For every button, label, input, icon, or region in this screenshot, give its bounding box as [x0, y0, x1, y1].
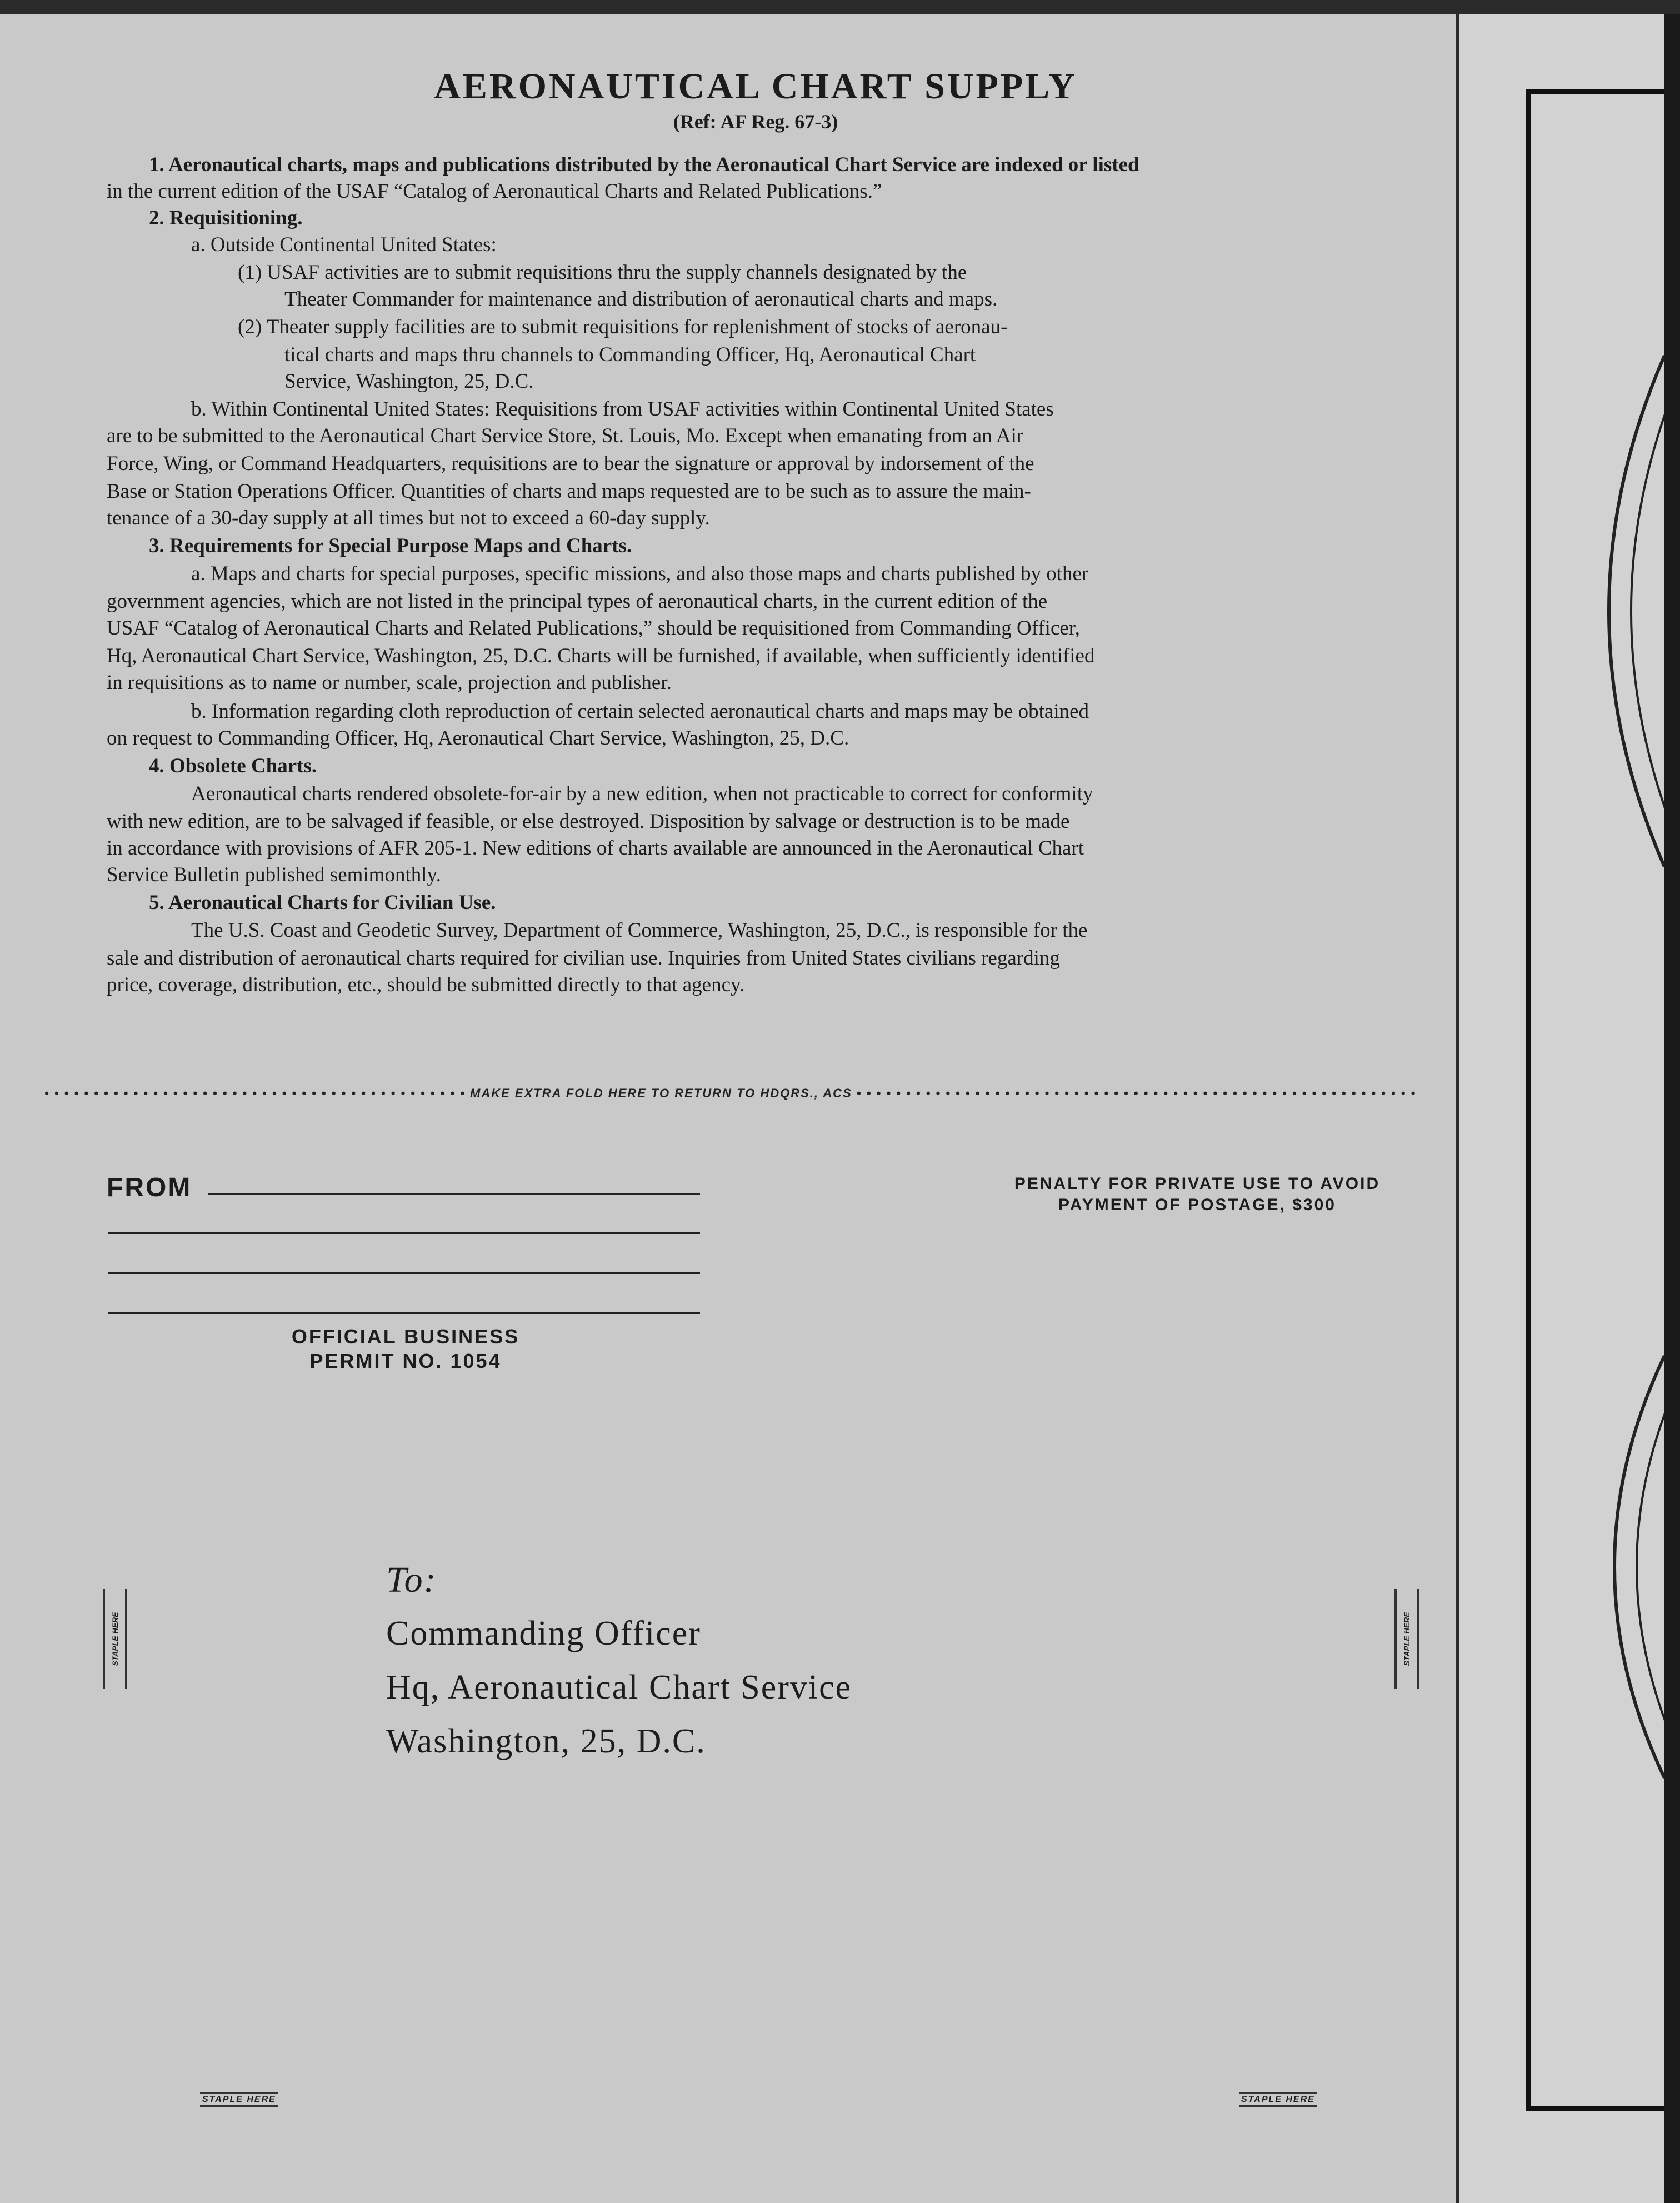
compass-arc-icon — [1531, 333, 1670, 889]
text-line: (1) USAF activities are to submit requisitions thru the supply channels designated by the — [238, 261, 967, 284]
section-heading: 5. Aeronautical Charts for Civilian Use. — [149, 891, 496, 914]
text-line: Service, Washington, 25, D.C. — [284, 370, 534, 393]
panel-edge — [1664, 0, 1680, 2203]
staple-label: STAPLE HERE — [111, 1612, 119, 1666]
text-line: b. Information regarding cloth reproduction of certain selected aeronautical charts and maps may be obtained — [191, 700, 1089, 723]
from-line-2[interactable] — [108, 1232, 700, 1234]
text-line: in the current edition of the USAF “Catalog of Aeronautical Charts and Related Publications.” — [107, 180, 882, 203]
to-label: To: — [386, 1560, 437, 1600]
text-line: sale and distribution of aeronautical charts required for civilian use. Inquiries from United States civilians regarding — [107, 947, 1060, 970]
staple-mark-right — [1394, 1589, 1419, 1689]
section-heading: 2. Requisitioning. — [149, 207, 303, 229]
text-line: government agencies, which are not listed in the principal types of aeronautical charts, in the current edition of the — [107, 590, 1048, 613]
text-line: Service Bulletin published semimonthly. — [107, 863, 441, 886]
text-line: a. Outside Continental United States: — [191, 233, 497, 256]
text-line: are to be submitted to the Aeronautical Chart Service Store, St. Louis, Mo. Except when emanating from an Air — [107, 424, 1024, 447]
from-line-3[interactable] — [108, 1272, 700, 1274]
text-line: Theater Commander for maintenance and distribution of aeronautical charts and maps. — [284, 288, 998, 311]
official-business — [222, 1325, 589, 1373]
address-line: Washington, 25, D.C. — [386, 1722, 706, 1760]
text-line: with new edition, are to be salvaged if feasible, or else destroyed. Disposition by salvage or destruction is to be made — [107, 810, 1070, 833]
compass-arc-icon — [1531, 1345, 1670, 1789]
staple-mark-left — [103, 1589, 127, 1689]
staple-label: STAPLE HERE — [1402, 1612, 1411, 1666]
fold-dots-right: • • • • • • • • • • • • • • • • • • • • • • • • • • • • • • • • • • • • • • • • • • • • • • • • • • • • • • • • • — [856, 1086, 1417, 1100]
penalty-line: PAYMENT OF POSTAGE, $300 — [1058, 1196, 1336, 1214]
penalty-notice — [961, 1173, 1433, 1216]
official-line: OFFICIAL BUSINESS — [291, 1325, 520, 1348]
scan-edge — [0, 0, 1680, 14]
text-line: b. Within Continental United States: Requisitions from USAF activities within Continental United States — [191, 398, 1054, 421]
from-line-1[interactable] — [208, 1193, 700, 1195]
staple-mark-bottom-left: STAPLE HERE — [200, 2092, 278, 2107]
staple-mark-bottom-right: STAPLE HERE — [1239, 2092, 1317, 2107]
text-line: Aeronautical charts rendered obsolete-for-air by a new edition, when not practicable to correct for conformity — [191, 782, 1093, 805]
text-line: tenance of a 30-day supply at all times but not to exceed a 60-day supply. — [107, 507, 710, 529]
text-line: USAF “Catalog of Aeronautical Charts and Related Publications,” should be requisitioned from Commanding Officer, — [107, 617, 1080, 640]
address-line: Commanding Officer — [386, 1615, 701, 1652]
text-line: (2) Theater supply facilities are to submit requisitions for replenishment of stocks of aeronau- — [238, 316, 1008, 338]
text-line: Base or Station Operations Officer. Quantities of charts and maps requested are to be such as to assure the main- — [107, 480, 1031, 503]
address-line: Hq, Aeronautical Chart Service — [386, 1669, 852, 1706]
adjacent-chart-panel — [1456, 0, 1680, 2203]
text-line: The U.S. Coast and Geodetic Survey, Department of Commerce, Washington, 25, D.C., is responsible for the — [191, 919, 1088, 942]
text-line: price, coverage, distribution, etc., should be submitted directly to that agency. — [107, 973, 745, 996]
text-line: in accordance with provisions of AFR 205-1. New editions of charts available are announced in the Aeronautical Chart — [107, 837, 1084, 860]
section-heading: 3. Requirements for Special Purpose Maps and Charts. — [149, 534, 632, 557]
fold-line — [44, 1086, 1417, 1101]
text-line: Hq, Aeronautical Chart Service, Washington, 25, D.C. Charts will be furnished, if available, when sufficiently identified — [107, 645, 1095, 667]
text-line: on request to Commanding Officer, Hq, Aeronautical Chart Service, Washington, 25, D.C. — [107, 727, 849, 750]
text-line: Force, Wing, or Command Headquarters, requisitions are to bear the signature or approval by indorsement of the — [107, 452, 1034, 475]
address-block — [386, 1553, 852, 1769]
permit-line: PERMIT NO. 1054 — [309, 1350, 502, 1372]
penalty-line: PENALTY FOR PRIVATE USE TO AVOID — [1014, 1175, 1381, 1193]
regulation-reference: (Ref: AF Reg. 67-3) — [673, 111, 838, 133]
text-line: a. Maps and charts for special purposes, specific missions, and also those maps and charts published by other — [191, 562, 1089, 585]
section-heading: 4. Obsolete Charts. — [149, 755, 317, 777]
text-line: in requisitions as to name or number, scale, projection and publisher. — [107, 671, 672, 694]
document-title: AERONAUTICAL CHART SUPPLY — [434, 66, 1077, 107]
text-line: 1. Aeronautical charts, maps and publications distributed by the Aeronautical Chart Service are indexed or listed — [149, 153, 1139, 176]
from-label: FROM — [107, 1173, 192, 1202]
text-line: tical charts and maps thru channels to Commanding Officer, Hq, Aeronautical Chart — [284, 343, 976, 366]
from-line-4[interactable] — [108, 1312, 700, 1314]
fold-dots-left: • • • • • • • • • • • • • • • • • • • • • • • • • • • • • • • • • • • • • • • • • • • — [44, 1086, 466, 1100]
fold-instruction: MAKE EXTRA FOLD HERE TO RETURN TO HDQRS., ACS — [470, 1086, 852, 1100]
